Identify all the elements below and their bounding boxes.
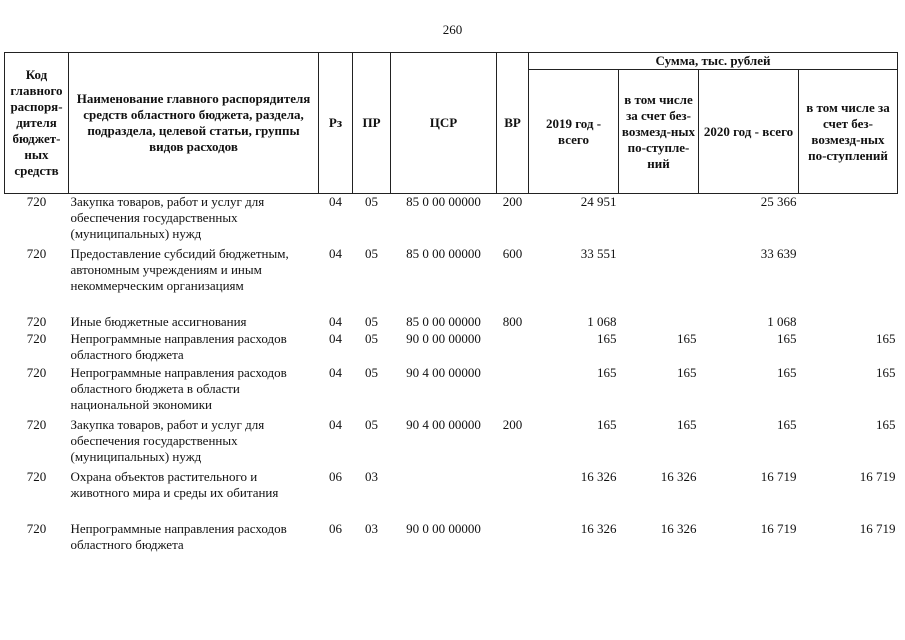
header-2020-total: 2020 год - всего	[699, 70, 799, 194]
cell-code: 720	[26, 416, 47, 432]
cell-2019-total: 165	[597, 364, 617, 380]
cell-name: Иные бюджетные ассигнования	[70, 313, 247, 329]
cell-name: Непрограммные направления расходов областного бюджета	[70, 520, 287, 552]
cell-2020-total: 165	[777, 416, 797, 432]
cell-2020-total: 1 068	[767, 313, 797, 329]
cell-rz: 04	[329, 330, 342, 346]
cell-2019-gratuitous	[619, 314, 699, 331]
header-vr: ВР	[497, 53, 529, 194]
table-row	[5, 469, 898, 521]
cell-2019-gratuitous	[619, 246, 699, 314]
cell-csr	[391, 469, 497, 521]
cell-2019-total: 24 951	[580, 194, 617, 209]
cell-csr: 90 0 00 00000	[406, 520, 481, 536]
cell-2019-gratuitous: 165	[677, 330, 697, 346]
cell-2019-total: 165	[597, 330, 617, 346]
cell-name: Непрограммные направления расходов областного бюджета	[70, 330, 287, 362]
cell-2020-gratuitous	[799, 194, 898, 246]
cell-pr: 05	[365, 245, 378, 261]
table-row	[5, 314, 898, 331]
cell-pr: 03	[365, 520, 378, 536]
cell-csr: 85 0 00 00000	[406, 194, 481, 209]
cell-pr: 05	[365, 313, 378, 329]
cell-csr: 90 0 00 00000	[406, 330, 481, 346]
header-pr: ПР	[353, 53, 391, 194]
cell-vr	[497, 331, 529, 365]
cell-csr: 90 4 00 00000	[406, 364, 481, 380]
budget-table	[4, 52, 898, 555]
cell-pr: 05	[365, 416, 378, 432]
cell-2020-gratuitous: 16 719	[859, 520, 896, 536]
cell-rz: 04	[329, 245, 342, 261]
table-row	[5, 521, 898, 555]
cell-2020-gratuitous: 16 719	[859, 468, 896, 484]
cell-csr: 90 4 00 00000	[406, 416, 481, 432]
header-csr: ЦСР	[391, 53, 497, 194]
cell-code: 720	[26, 468, 47, 484]
cell-rz: 04	[329, 364, 342, 380]
cell-2019-total: 16 326	[580, 468, 617, 484]
cell-2020-total: 165	[777, 330, 797, 346]
cell-rz: 06	[329, 520, 342, 536]
cell-pr: 05	[365, 330, 378, 346]
cell-csr: 85 0 00 00000	[406, 313, 481, 329]
cell-2020-total: 25 366	[760, 194, 797, 209]
table-body	[5, 194, 898, 555]
cell-pr: 05	[365, 194, 378, 209]
cell-rz: 04	[329, 194, 342, 209]
cell-rz: 06	[329, 468, 342, 484]
header-rz: Рз	[319, 53, 353, 194]
table-header	[5, 53, 898, 194]
cell-2019-gratuitous: 165	[677, 416, 697, 432]
cell-code: 720	[26, 313, 47, 329]
cell-code: 720	[26, 364, 47, 380]
cell-2020-gratuitous	[799, 314, 898, 331]
cell-rz: 04	[329, 313, 342, 329]
cell-2019-gratuitous: 165	[677, 364, 697, 380]
cell-vr	[497, 365, 529, 417]
cell-2020-gratuitous	[799, 246, 898, 314]
cell-2020-total: 16 719	[760, 468, 797, 484]
cell-code: 720	[26, 330, 47, 346]
cell-2020-total: 16 719	[760, 520, 797, 536]
cell-2020-gratuitous: 165	[876, 330, 896, 346]
cell-vr	[497, 469, 529, 521]
table-row	[5, 365, 898, 417]
cell-name: Закупка товаров, работ и услуг для обеспечения государственных (муниципальных) нужд	[70, 194, 265, 241]
cell-2019-gratuitous: 16 326	[660, 468, 697, 484]
cell-pr: 03	[365, 468, 378, 484]
cell-code: 720	[26, 194, 47, 209]
header-2020-gratuitous: в том числе за счет без-возмезд-ных по-ступлений	[799, 70, 898, 194]
cell-name: Охрана объектов растительного и животного мира и среды их обитания	[70, 468, 279, 500]
cell-vr: 800	[502, 313, 523, 329]
table-row	[5, 417, 898, 469]
cell-name: Непрограммные направления расходов областного бюджета в области национальной экономики	[70, 364, 287, 412]
header-2019-total: 2019 год - всего	[529, 70, 619, 194]
cell-vr: 200	[502, 194, 523, 209]
cell-2020-total: 165	[777, 364, 797, 380]
cell-2019-total: 1 068	[587, 313, 617, 329]
cell-rz: 04	[329, 416, 342, 432]
table-row	[5, 194, 898, 246]
cell-2019-total: 16 326	[580, 520, 617, 536]
cell-vr	[497, 521, 529, 555]
cell-name: Закупка товаров, работ и услуг для обеспечения государственных (муниципальных) нужд	[70, 416, 265, 464]
cell-vr: 200	[502, 416, 523, 432]
cell-2020-total: 33 639	[760, 245, 797, 261]
table-row	[5, 246, 898, 314]
page-number: 260	[442, 22, 463, 37]
cell-2019-total: 165	[597, 416, 617, 432]
cell-vr: 600	[502, 245, 523, 261]
cell-code: 720	[26, 520, 47, 536]
cell-pr: 05	[365, 364, 378, 380]
cell-csr: 85 0 00 00000	[406, 245, 481, 261]
cell-code: 720	[26, 245, 47, 261]
cell-2019-total: 33 551	[580, 245, 617, 261]
header-name: Наименование главного распорядителя средств областного бюджета, раздела, подраздела, целевой статьи, группы видов расходов	[69, 53, 319, 194]
header-2019-gratuitous: в том числе за счет без-возмезд-ных по-ступле-ний	[619, 70, 699, 194]
cell-2020-gratuitous: 165	[876, 416, 896, 432]
cell-2020-gratuitous: 165	[876, 364, 896, 380]
header-code: Код главного распоря-дителя бюджет-ных средств	[5, 53, 69, 194]
table-row	[5, 331, 898, 365]
cell-2019-gratuitous: 16 326	[660, 520, 697, 536]
cell-2019-gratuitous	[619, 194, 699, 246]
header-sum: Сумма, тыс. рублей	[529, 53, 898, 70]
cell-name: Предоставление субсидий бюджетным, автономным учреждениям и иным некоммерческим организациям	[70, 245, 289, 293]
